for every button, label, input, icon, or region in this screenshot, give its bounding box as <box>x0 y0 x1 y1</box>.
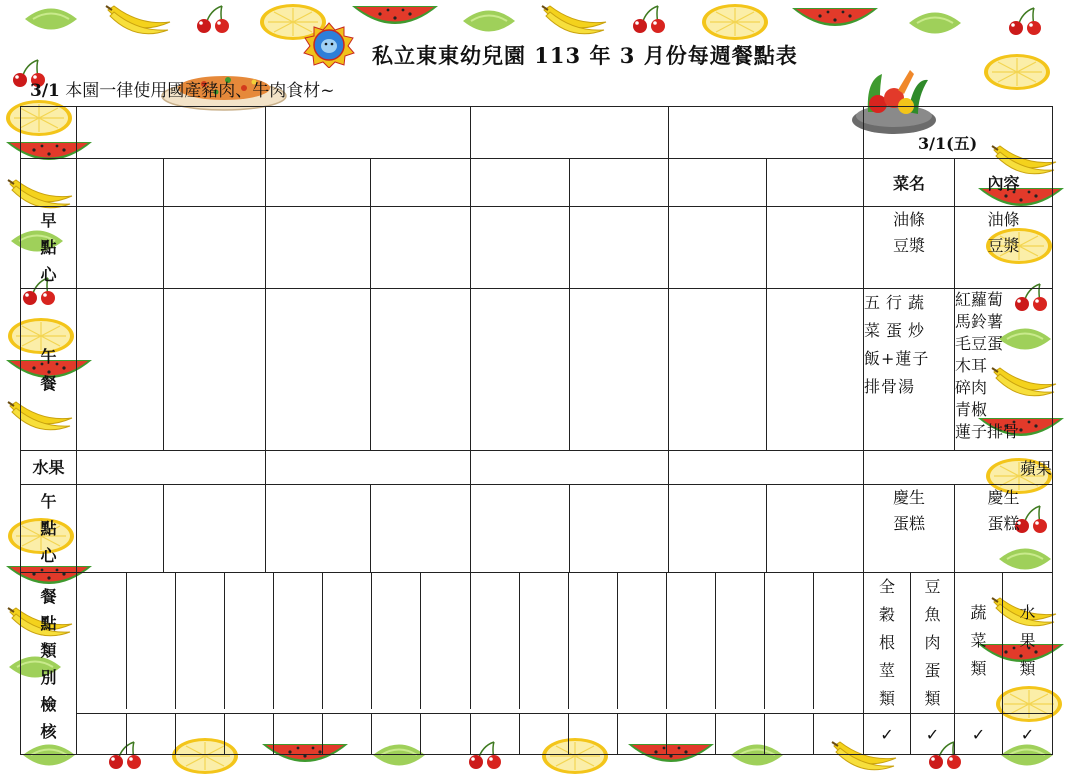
empty-cell <box>470 573 519 709</box>
check-mark-protein: ✓ <box>911 714 955 755</box>
corner-cell-2 <box>21 159 77 207</box>
check-category-grains <box>864 573 911 714</box>
empty-cell <box>421 714 470 754</box>
notice-text: 本園一律使用國產豬肉、牛肉食材~ <box>59 81 335 101</box>
school-logo-icon <box>298 22 360 68</box>
ingredient: 碎肉 <box>955 378 988 397</box>
empty-cell <box>667 714 716 754</box>
empty-cell <box>77 714 126 754</box>
ingredient: 紅蘿蔔 <box>955 290 1004 309</box>
category-label: 豆魚肉蛋類 <box>924 577 941 708</box>
empty-tick-area <box>77 714 864 755</box>
check-category-fruit <box>1003 573 1053 714</box>
check-mark-grains: ✓ <box>864 714 911 755</box>
empty-check-grid <box>77 573 863 709</box>
row-label-lunch <box>21 289 77 451</box>
category-label: 全穀根莖類 <box>878 577 895 708</box>
column-header-row <box>21 159 1053 207</box>
day-header-row <box>21 107 1053 159</box>
empty-cell <box>471 159 570 207</box>
afternoon-content-line: 蛋糕 <box>987 514 1020 533</box>
lemon-slice-icon <box>700 2 770 42</box>
empty-cell <box>471 485 570 573</box>
empty-cell <box>274 573 323 709</box>
watermelon-icon <box>350 2 440 36</box>
col-content-header: 內容 <box>955 159 1053 207</box>
breakfast-content-line: 油條 <box>987 210 1020 229</box>
notice-line <box>30 76 335 101</box>
lunch-dish-line: 飯+蓮子 <box>864 349 930 368</box>
empty-cell <box>266 207 371 289</box>
afternoon-row <box>21 485 1053 573</box>
empty-cell <box>266 485 371 573</box>
empty-cell <box>471 289 570 451</box>
empty-cell <box>164 289 266 451</box>
afternoon-dish <box>864 485 955 573</box>
afternoon-dish-line: 蛋糕 <box>892 514 925 533</box>
empty-cell <box>164 159 266 207</box>
menu-table <box>20 106 1053 755</box>
empty-cell <box>164 207 266 289</box>
empty-cell <box>814 573 863 709</box>
lemon-slice-icon <box>982 52 1052 92</box>
empty-cell <box>77 289 164 451</box>
lunch-dish-line: 菜蛋炒 <box>864 321 931 340</box>
empty-cell <box>77 207 164 289</box>
day-cell-4 <box>669 107 864 159</box>
breakfast-content-line: 豆漿 <box>987 236 1020 255</box>
lunch-dish-line: 五行蔬 <box>864 293 931 312</box>
empty-cell <box>716 573 765 709</box>
ingredient: 蓮子排骨 <box>955 422 1020 441</box>
empty-cell <box>371 159 471 207</box>
empty-cell <box>371 289 471 451</box>
afternoon-content-line: 慶生 <box>987 488 1020 507</box>
lunch-dish <box>864 289 955 451</box>
watermelon-icon <box>790 4 880 38</box>
empty-cell <box>323 573 372 709</box>
empty-cell <box>570 289 669 451</box>
empty-cell <box>568 573 617 709</box>
breakfast-row <box>21 207 1053 289</box>
lunch-ingredients <box>955 289 1053 451</box>
banana-icon <box>104 2 174 38</box>
day-cell-3 <box>471 107 669 159</box>
empty-cell <box>175 573 224 709</box>
banana-icon <box>540 2 610 38</box>
row-label-text: 午餐 <box>40 346 57 393</box>
afternoon-dish-line: 慶生 <box>892 488 925 507</box>
empty-cell <box>767 485 864 573</box>
row-label-text: 餐點類別檢核 <box>40 586 57 741</box>
empty-cell <box>570 207 669 289</box>
empty-cell <box>667 573 716 709</box>
lunch-row <box>21 289 1053 451</box>
empty-cell <box>669 485 767 573</box>
empty-cell <box>669 289 767 451</box>
check-category-vegetables <box>955 573 1003 714</box>
empty-cell <box>126 573 175 709</box>
cherry-icon <box>188 4 238 34</box>
empty-cell <box>77 485 164 573</box>
empty-cell <box>669 451 864 485</box>
empty-cell <box>421 573 470 709</box>
lunch-dish-line: 排骨湯 <box>864 377 916 396</box>
empty-cell <box>175 714 224 754</box>
empty-cell <box>519 714 568 754</box>
empty-cell <box>765 573 814 709</box>
empty-cell <box>617 714 666 754</box>
row-label-check <box>21 573 77 755</box>
empty-cell <box>164 485 266 573</box>
check-mark-fruit: ✓ <box>1003 714 1053 755</box>
category-label: 蔬菜類 <box>970 603 987 678</box>
empty-tick-grid <box>77 714 863 754</box>
ingredient: 毛豆蛋 <box>955 334 1004 353</box>
row-label-afternoon <box>21 485 77 573</box>
empty-cell <box>77 159 164 207</box>
empty-cell <box>669 207 767 289</box>
empty-cell <box>570 485 669 573</box>
empty-cell <box>471 207 570 289</box>
empty-cell <box>470 714 519 754</box>
afternoon-content <box>955 485 1053 573</box>
check-category-protein <box>911 573 955 714</box>
empty-cell <box>765 714 814 754</box>
cherry-icon <box>1000 6 1050 36</box>
lime-icon <box>20 4 82 34</box>
empty-check-area <box>77 573 864 714</box>
empty-cell <box>274 714 323 754</box>
empty-cell <box>767 289 864 451</box>
lime-icon <box>458 6 520 36</box>
col-dish-header: 菜名 <box>864 159 955 207</box>
breakfast-dish-line: 油條 <box>892 210 925 229</box>
day-label: 3/1(五) <box>864 107 1053 159</box>
empty-cell <box>767 207 864 289</box>
empty-cell <box>519 573 568 709</box>
empty-cell <box>323 714 372 754</box>
empty-cell <box>266 289 371 451</box>
empty-cell <box>372 714 421 754</box>
empty-cell <box>767 159 864 207</box>
empty-cell <box>716 714 765 754</box>
corner-cell <box>21 107 77 159</box>
empty-cell <box>77 573 126 709</box>
notice-date: 3/1 <box>30 81 60 101</box>
empty-cell <box>568 714 617 754</box>
empty-cell <box>371 485 471 573</box>
day-cell-2 <box>266 107 471 159</box>
check-row <box>21 573 1053 714</box>
fruit-value: 蘋果 <box>864 451 1053 485</box>
empty-cell <box>266 159 371 207</box>
empty-cell <box>669 159 767 207</box>
row-label-fruit: 水果 <box>21 451 77 485</box>
empty-cell <box>814 714 863 754</box>
lime-icon <box>904 8 966 38</box>
row-label-text: 早點心 <box>40 211 57 284</box>
empty-cell <box>372 573 421 709</box>
cherry-icon <box>624 4 674 34</box>
category-label: 水果類 <box>1019 603 1036 678</box>
empty-cell <box>126 714 175 754</box>
empty-cell <box>224 573 273 709</box>
ingredient: 木耳 <box>955 356 988 375</box>
empty-cell <box>471 451 669 485</box>
breakfast-dish-line: 豆漿 <box>892 236 925 255</box>
row-label-text: 午點心 <box>40 492 57 565</box>
fruit-row <box>21 451 1053 485</box>
ingredient: 馬鈴薯 <box>955 312 1004 331</box>
empty-cell <box>266 451 471 485</box>
empty-cell <box>371 207 471 289</box>
tick-row <box>21 714 1053 755</box>
page-title: 私立東東幼兒園 113 年 3 月份每週餐點表 <box>372 43 798 68</box>
row-label-breakfast <box>21 207 77 289</box>
empty-cell <box>77 451 266 485</box>
empty-cell <box>224 714 273 754</box>
check-mark-vegetables: ✓ <box>955 714 1003 755</box>
breakfast-dish <box>864 207 955 289</box>
empty-cell <box>617 573 666 709</box>
ingredient: 青椒 <box>955 400 988 419</box>
breakfast-content <box>955 207 1053 289</box>
day-cell-1 <box>77 107 266 159</box>
empty-cell <box>570 159 669 207</box>
